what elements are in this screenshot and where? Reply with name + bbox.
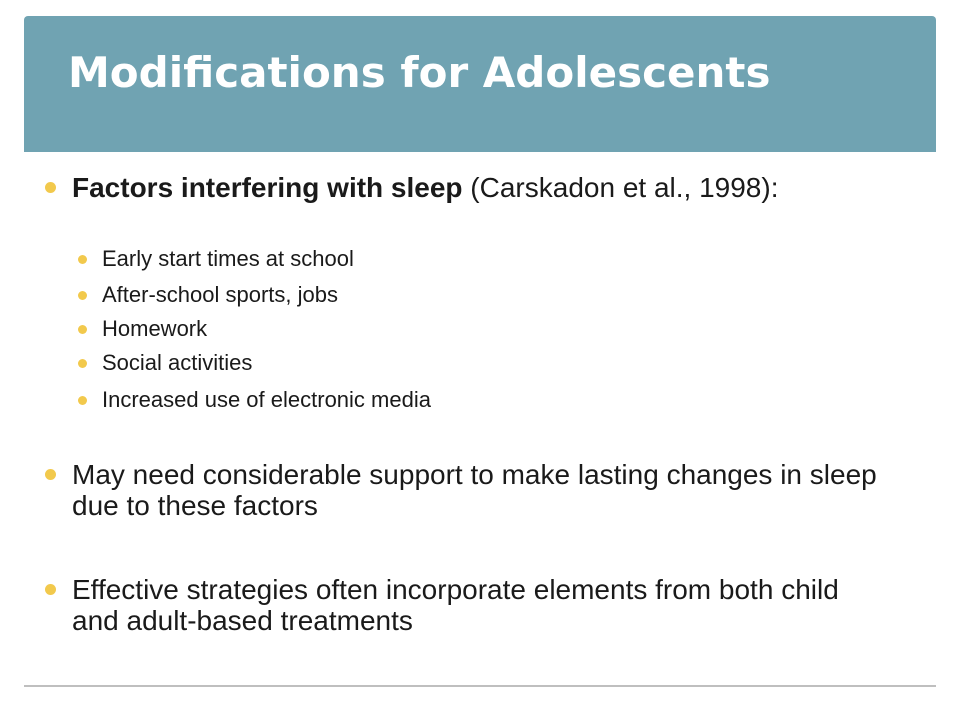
sub-bullet-text: Increased use of electronic media — [102, 387, 431, 412]
sub-bullet-item — [102, 350, 802, 376]
bullet-dot-icon — [45, 469, 56, 480]
sub-bullet-text: After-school sports, jobs — [102, 282, 338, 307]
sub-bullet-item — [102, 387, 802, 413]
sub-bullet-dot-icon — [78, 325, 87, 334]
bullet-dot-icon — [45, 584, 56, 595]
sub-bullet-text: Social activities — [102, 350, 253, 375]
sub-bullet-text: Early start times at school — [102, 246, 354, 271]
sub-bullet-dot-icon — [78, 291, 87, 300]
sub-bullet-item — [102, 282, 802, 308]
bullet-dot-icon — [45, 182, 56, 193]
sub-bullet-dot-icon — [78, 255, 87, 264]
bullet-item — [72, 172, 892, 203]
bullet-text: May need considerable support to make lasting changes in sleep due to these factors — [72, 459, 877, 521]
sub-bullet-dot-icon — [78, 396, 87, 405]
bullet-bold-text: Factors interfering with sleep — [72, 172, 463, 203]
bullet-item — [72, 574, 892, 636]
bullet-text: Effective strategies often incorporate elements from both child and adult-based treatments — [72, 574, 839, 636]
footer-divider — [24, 685, 936, 687]
bullet-text: (Carskadon et al., 1998): — [462, 172, 779, 203]
slide-title: Modifications for Adolescents — [68, 48, 771, 97]
sub-bullet-item — [102, 316, 802, 342]
sub-bullet-item — [102, 246, 802, 272]
bullet-item — [72, 459, 892, 521]
sub-bullet-text: Homework — [102, 316, 208, 341]
sub-bullet-dot-icon — [78, 359, 87, 368]
